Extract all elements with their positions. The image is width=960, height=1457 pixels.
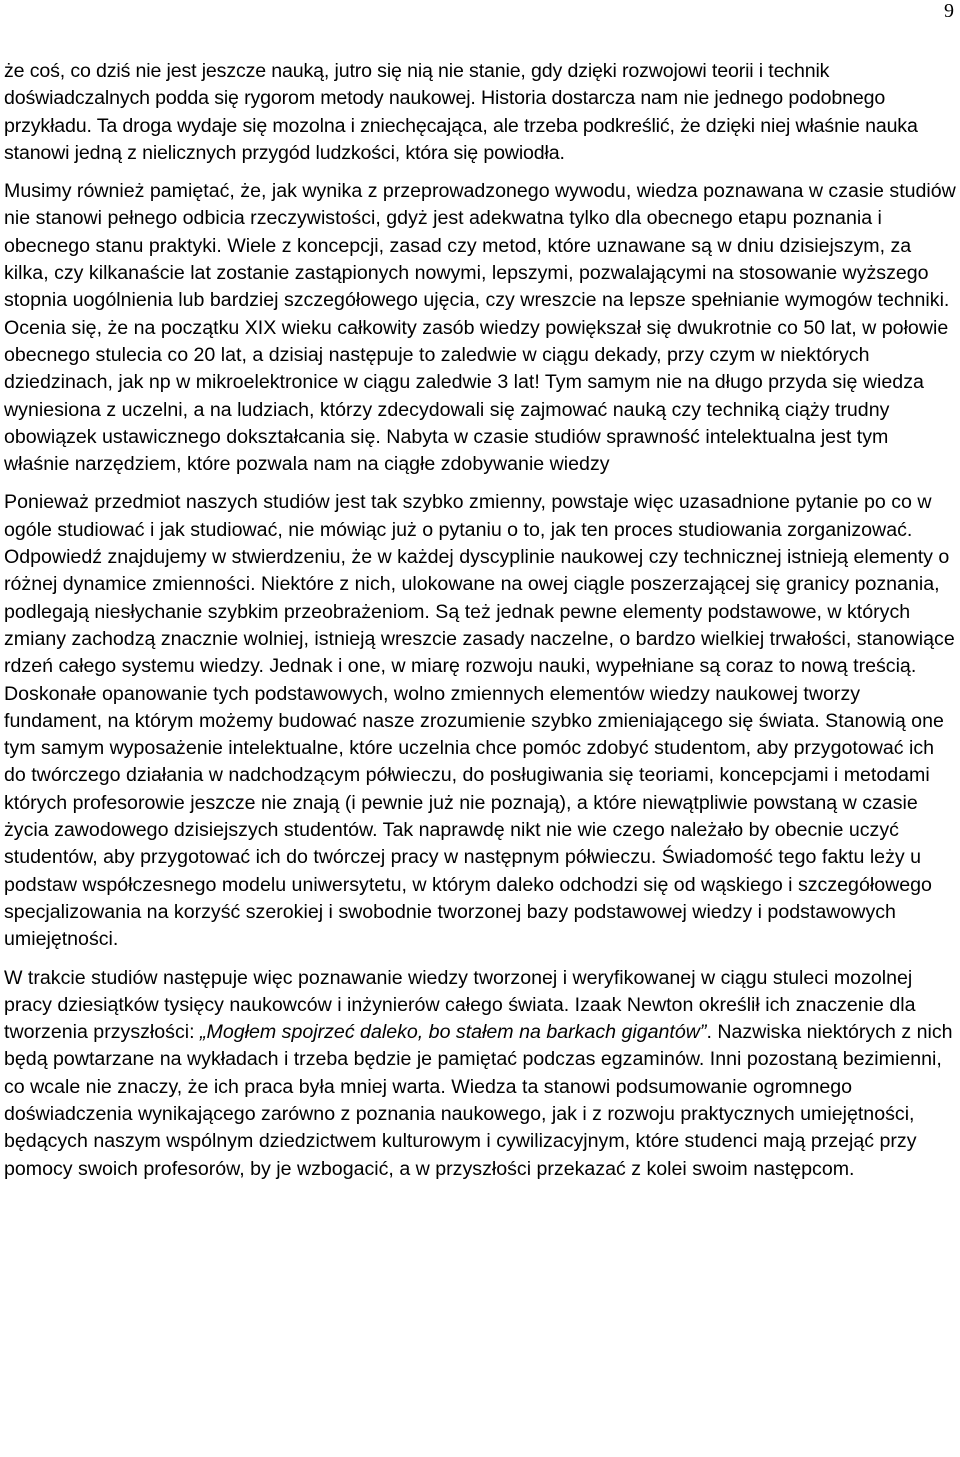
paragraph-3: Ponieważ przedmiot naszych studiów jest tak szybko zmienny, powstaje więc uzasadnione pytanie po co w ogóle studiować i jak studiować, nie mówiąc już o pytaniu o to, jak ten proces studiowania zorganizować. Odpowiedź znajdujemy w stwierdzeniu, że w każdej dyscyplinie naukowej czy technicznej istnieją elementy o różnej dynamice zmienności. Niektóre z nich, ulokowane na owej ciągle poszerzającej się granicy poznania, podlegają niesłychanie szybkim przeobrażeniom. Są też jednak pewne elementy podstawowe, w których zmiany zachodzą znacznie wolniej, istnieją wreszcie zasady naczelne, o bardzo wielkiej trwałości, stanowiące rdzeń całego systemu wiedzy. Jednak i one, w miarę rozwoju nauki, wypełniane są coraz to nową treścią. Doskonałe opanowanie tych podstawowych, wolno zmiennych elementów wiedzy naukowej tworzy fundament, na którym możemy budować nasze zrozumienie szybko zmieniającego się świata. Stanowią one tym samym wyposażenie intelektualne, które uczelnia chce pomóc zdobyć studentom, aby przygotować ich do twórczego działania w nadchodzącym półwieczu, do posługiwania się teoriami, koncepcjami i metodami których profesorowie jeszcze nie znają (i pewnie już nie poznają), a które niewątpliwie powstaną w czasie życia zawodowego dzisiejszych studentów. Tak naprawdę nikt nie wie czego należało by obecnie uczyć studentów, aby przygotować ich do twórczej pracy w następnym półwieczu. Świadomość tego faktu leży u podstaw współczesnego modelu uniwersytetu, w którym daleko odchodzi się od wąskiego i szczegółowego specjalizowania na korzyść szerokiej i swobodnie tworzonej bazy podstawowej wiedzy i podstawowych umiejętności.: [4, 491, 955, 951]
paragraph-2: Musimy również pamiętać, że, jak wynika z przeprowadzonego wywodu, wiedza poznawana w czasie studiów nie stanowi pełnego odbicia rzeczywistości, gdyż jest adekwatna tylko dla obecnego etapu poznania i obecnego stanu praktyki. Wiele z koncepcji, zasad czy metod, które uznawane są w dniu dzisiejszym, za kilka, czy kilkanaście lat zostanie zastąpionych nowymi, lepszymi, pozwalającymi na stosowanie wyższego stopnia uogólnienia lub bardziej szczegółowego ujęcia, czy wreszcie na lepsze spełnianie wymogów techniki. Ocenia się, że na początku XIX wieku całkowity zasób wiedzy powiększał się dwukrotnie co 50 lat, w połowie obecnego stulecia co 20 lat, a dzisiaj następuje to zaledwie w ciągu dekady, przy czym w niektórych dziedzinach, jak np w mikroelektronice w ciągu zaledwie 3 lat! Tym samym nie na długo przyda się wiedza wyniesiona z uczelni, a na ludziach, którzy zdecydowali się zajmować nauką czy techniką ciąży trudny obowiązek ustawicznego dokształcania się. Nabyta w czasie studiów sprawność intelektualna jest tym właśnie narzędziem, które pozwala nam na ciągłe zdobywanie wiedzy: [4, 180, 956, 476]
document-body: [4, 58, 956, 1183]
paragraph-1: że coś, co dziś nie jest jeszcze nauką, jutro się nią nie stanie, gdy dzięki rozwojowi teorii i technik doświadczalnych podda się rygorom metody naukowej. Historia dostarcza nam nie jednego podobnego przykładu. Ta droga wydaje się mozolna i zniechęcająca, ale trzeba podkreślić, że dzięki niej właśnie nauka stanowi jedną z nielicznych przygód ludzkości, która się powiodła.: [4, 60, 918, 164]
newton-quote: „Mogłem spojrzeć daleko, bo stałem na barkach gigantów”: [200, 1021, 707, 1044]
page-number: 9: [944, 0, 954, 22]
paragraph-4: [4, 965, 956, 1183]
paragraph-4-intro: W trakcie studiów następuje więc poznawanie wiedzy tworzonej i weryfikowanej w ciągu stuleci mozolnej pracy dziesiątków tysięcy naukowców i inżynierów całego świata. Izaak Newton określił ich znaczenie dla tworzenia przyszłości:: [4, 966, 916, 1044]
paragraph-4-rest: . Nazwiska niektórych z nich będą powtarzane na wykładach i trzeba będzie je pamiętać podczas egzaminów. Inni pozostaną bezimienni, co wcale nie znaczy, że ich praca była mniej warta. Wiedza ta stanowi podsumowanie ogromnego doświadczenia wynikającego zarówno z poznania naukowego, jak i z rozwoju praktycznych umiejętności, będących naszym wspólnym dziedzictwem kulturowym i cywilizacyjnym, które studenci mają przejąć przy pomocy swoich profesorów, by je wzbogacić, a w przyszłości przekazać z kolei swoim następcom.: [4, 1021, 953, 1180]
